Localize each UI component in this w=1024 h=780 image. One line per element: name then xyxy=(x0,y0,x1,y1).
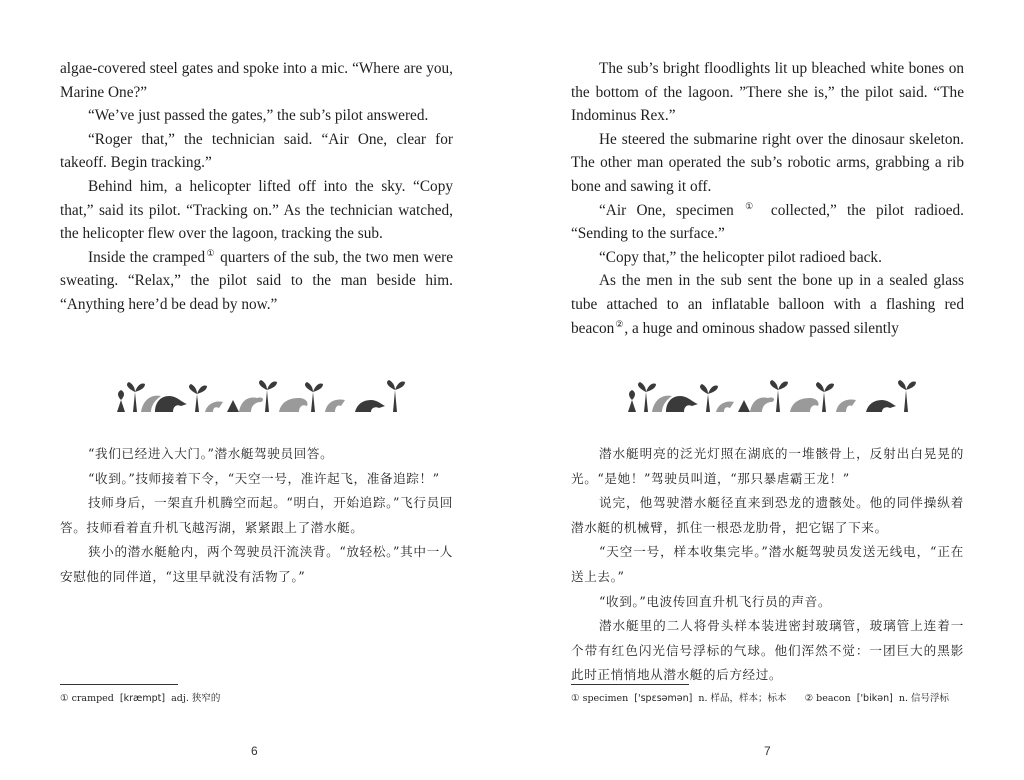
footnote-marker: ② xyxy=(615,318,624,329)
zh-paragraph: “天空一号，样本收集完毕。”潜水艇驾驶员发送无线电，“正在送上去。” xyxy=(571,544,964,584)
en-text: , a huge and ominous shadow passed silently xyxy=(624,319,899,337)
footnote-word: cramped xyxy=(71,693,114,704)
en-paragraph xyxy=(571,269,964,340)
footnote-divider xyxy=(571,684,689,685)
zh-paragraph: “我们已经进入大门。”潜水艇驾驶员回答。 xyxy=(88,446,334,461)
footnote-ipa: ['spɛsəmən] xyxy=(634,693,693,704)
footnote-mark: ① xyxy=(60,693,69,704)
en-text: collected,” the pilot radioed. “Sending to the surface.” xyxy=(571,201,965,243)
en-paragraph: Behind him, a helicopter lifted off into the sky. “Copy that,” said its pilot. “Tracking on.” As the technician watched, the helicopter flew over the lagoon, tracking the sub. xyxy=(60,177,453,243)
footnote xyxy=(571,690,964,704)
en-paragraph: He steered the submarine right over the dinosaur skeleton. The other man operated the sub’s robotic arms, grabbing a rib bone and sawing it off. xyxy=(571,130,964,195)
en-text: As the men in the sub sent the bone up in a sealed glass tube attached to an inflatable balloon with a flashing red beacon xyxy=(571,272,964,337)
english-text xyxy=(60,57,453,317)
footnote-gloss: n. 信号浮标 xyxy=(898,693,949,704)
en-paragraph xyxy=(60,246,453,317)
page-number: 6 xyxy=(251,744,258,758)
en-paragraph: “Roger that,” the technician said. “Air One, clear for takeoff. Begin tracking.” xyxy=(60,130,453,172)
en-paragraph: “We’ve just passed the gates,” the sub’s pilot answered. xyxy=(88,107,429,125)
en-text: quarters of the sub, the two men were sweating. “Relax,” the pilot said to the man beside him. “Anything here’d be dead by now.” xyxy=(60,248,453,313)
zh-paragraph: “收到。”电波传回直升机飞行员的声音。 xyxy=(599,593,832,609)
en-text: “Air One, specimen xyxy=(599,201,734,219)
en-paragraph: algae-covered steel gates and spoke into a mic. “Where are you, Marine One?” xyxy=(60,60,453,101)
zh-paragraph: 狭小的潜水艇舱内，两个驾驶员汗流浃背。“放轻松。”其中一人安慰他的同伴道，“这里早就没有活物了。” xyxy=(60,544,453,584)
footnote-mark: ① xyxy=(571,693,580,704)
footnote-ipa: ['bikən] xyxy=(856,693,893,704)
footnote-gloss: n. 样品，样本；标本 xyxy=(698,693,787,704)
en-paragraph xyxy=(571,199,964,246)
zh-paragraph: 潜水艇里的二人将骨头样本装进密封玻璃管，玻璃管上连着一个带有红色闪光信号浮标的气球。他们浑然不觉：一团巨大的黑影此时正悄悄地从潜水艇的后方经过。 xyxy=(571,618,964,683)
footnote-word: beacon xyxy=(816,693,851,704)
right-page xyxy=(571,0,964,780)
chinese-text xyxy=(571,442,964,688)
en-text: Inside the cramped xyxy=(88,248,206,266)
zh-paragraph: 说完，他驾驶潜水艇径直来到恐龙的遗骸处。他的同伴操纵着潜水艇的机械臂，抓住一根恐龙肋骨，把它锯了下来。 xyxy=(571,495,964,535)
footnote xyxy=(60,690,453,704)
footnote-marker: ① xyxy=(745,200,760,211)
zh-paragraph: 技师身后，一架直升机腾空而起。“明白，开始追踪。”飞行员回答。技师看着直升机飞越泻湖，紧紧跟上了潜水艇。 xyxy=(60,495,453,535)
en-paragraph: The sub’s bright floodlights lit up bleached white bones on the bottom of the lagoon. ”There she is,” the pilot said. “The Indominus Rex.” xyxy=(571,60,964,125)
footnote-gloss: adj. 狭窄的 xyxy=(171,693,221,704)
footnote-word: specimen xyxy=(582,693,629,704)
zh-paragraph: “收到。”技师接着下令，“天空一号，准许起飞，准备追踪！” xyxy=(88,470,440,486)
footnote-marker: ① xyxy=(206,247,215,258)
footnote-divider xyxy=(60,684,178,685)
footnote-ipa: [kræmpt] xyxy=(119,693,166,704)
left-page xyxy=(60,0,453,780)
footnote-mark: ② xyxy=(804,693,814,704)
dinosaur-ornament xyxy=(626,378,916,412)
page-number: 7 xyxy=(764,744,771,758)
chinese-text xyxy=(60,442,453,590)
dinosaur-ornament xyxy=(115,378,405,412)
zh-paragraph: 潜水艇明亮的泛光灯照在湖底的一堆骸骨上，反射出白晃晃的光。“是她！”驾驶员叫道，“那只暴虐霸王龙！” xyxy=(571,446,964,486)
en-paragraph: “Copy that,” the helicopter pilot radioed back. xyxy=(599,248,882,266)
english-text xyxy=(571,57,964,340)
